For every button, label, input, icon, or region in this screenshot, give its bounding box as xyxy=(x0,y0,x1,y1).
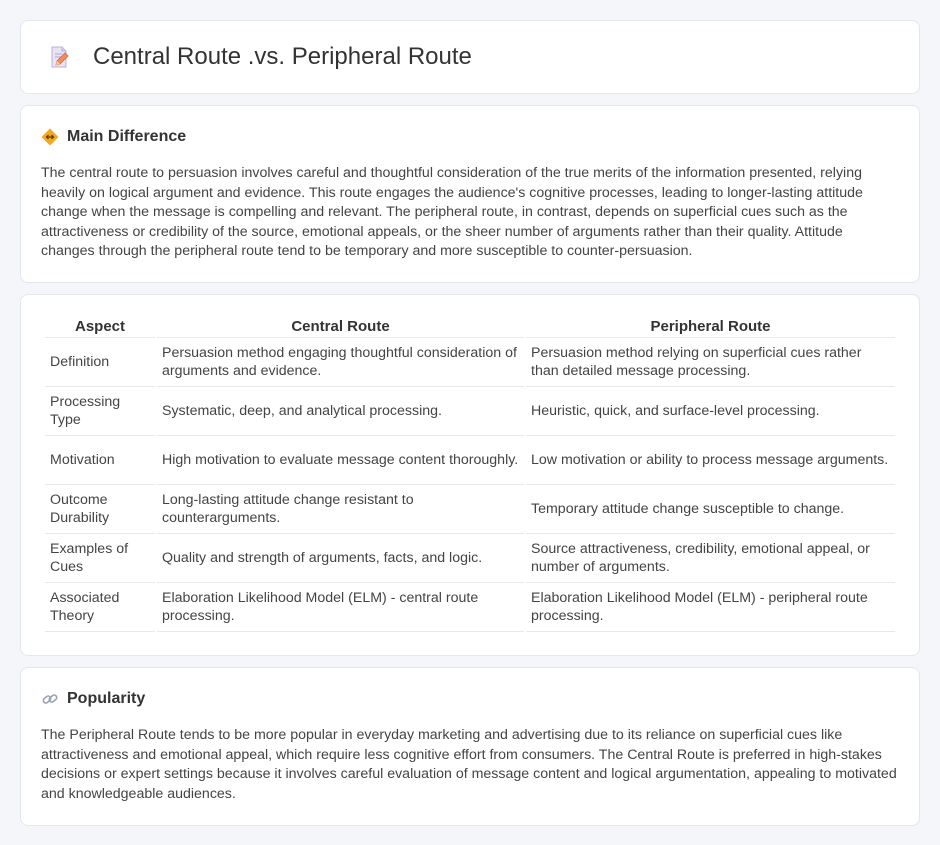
central-cell: Elaboration Likelihood Model (ELM) - central route processing. xyxy=(157,583,524,632)
main-difference-text: The central route to persuasion involves careful and thoughtful consideration of the true merits of the information presented, relying heavily on logical argument and evidence. This route engages the audience's cognitive processes, leading to longer-lasting attitude change when the message is compelling and relevant. The peripheral route, in contrast, depends on superficial cues such as the attractiveness or credibility of the source, emotional appeals, or the sheer number of arguments rather than their quality. Attitude changes through the peripheral route tend to be temporary and more susceptible to counter-persuasion. xyxy=(41,165,863,259)
page-title: Central Route .vs. Peripheral Route xyxy=(93,43,472,70)
table-header-row xyxy=(45,315,895,338)
central-cell: Persuasion method engaging thoughtful consideration of arguments and evidence. xyxy=(157,338,524,387)
popularity-title: Popularity xyxy=(67,690,146,707)
header-aspect: Aspect xyxy=(45,315,155,338)
header-peripheral-route: Peripheral Route xyxy=(526,315,895,338)
popularity-text: The Peripheral Route tends to be more popular in everyday marketing and advertising due to its reliance on superficial cues like attractiveness and emotional appeal, which require less cognitive effort from consumers. The Central Route is preferred in high-stakes decisions or expert settings because it involves careful evaluation of message content and logical argumentation, appealing to motivated and knowledgeable audiences. xyxy=(41,727,897,802)
central-cell: Long-lasting attitude change resistant to counterarguments. xyxy=(157,485,524,534)
popularity-heading xyxy=(41,690,899,708)
main-difference-card xyxy=(20,105,920,283)
table-row xyxy=(45,485,895,534)
header-central-route: Central Route xyxy=(157,315,524,338)
aspect-cell: Outcome Durability xyxy=(45,485,155,534)
main-difference-heading xyxy=(41,128,899,146)
popularity-card xyxy=(20,667,920,826)
comparison-table xyxy=(43,315,897,632)
peripheral-cell: Heuristic, quick, and surface-level processing. xyxy=(526,387,895,436)
peripheral-cell: Source attractiveness, credibility, emotional appeal, or number of arguments. xyxy=(526,534,895,583)
central-cell: Systematic, deep, and analytical processing. xyxy=(157,387,524,436)
aspect-cell: Motivation xyxy=(45,436,155,485)
aspect-cell: Definition xyxy=(45,338,155,387)
central-cell: Quality and strength of arguments, facts, and logic. xyxy=(157,534,524,583)
document-pencil-icon xyxy=(47,45,71,69)
table-row xyxy=(45,436,895,485)
header-card xyxy=(20,20,920,94)
peripheral-cell: Persuasion method relying on superficial cues rather than detailed message processing. xyxy=(526,338,895,387)
comparison-card xyxy=(20,294,920,656)
aspect-cell: Processing Type xyxy=(45,387,155,436)
table-row xyxy=(45,338,895,387)
table-row xyxy=(45,534,895,583)
peripheral-cell: Elaboration Likelihood Model (ELM) - peripheral route processing. xyxy=(526,583,895,632)
table-row xyxy=(45,583,895,632)
main-difference-title: Main Difference xyxy=(67,128,187,145)
link-icon xyxy=(41,690,59,708)
central-cell: High motivation to evaluate message content thoroughly. xyxy=(157,436,524,485)
aspect-cell: Associated Theory xyxy=(45,583,155,632)
diamond-arrows-icon xyxy=(41,128,59,146)
peripheral-cell: Low motivation or ability to process message arguments. xyxy=(526,436,895,485)
peripheral-cell: Temporary attitude change susceptible to change. xyxy=(526,485,895,534)
aspect-cell: Examples of Cues xyxy=(45,534,155,583)
table-row xyxy=(45,387,895,436)
